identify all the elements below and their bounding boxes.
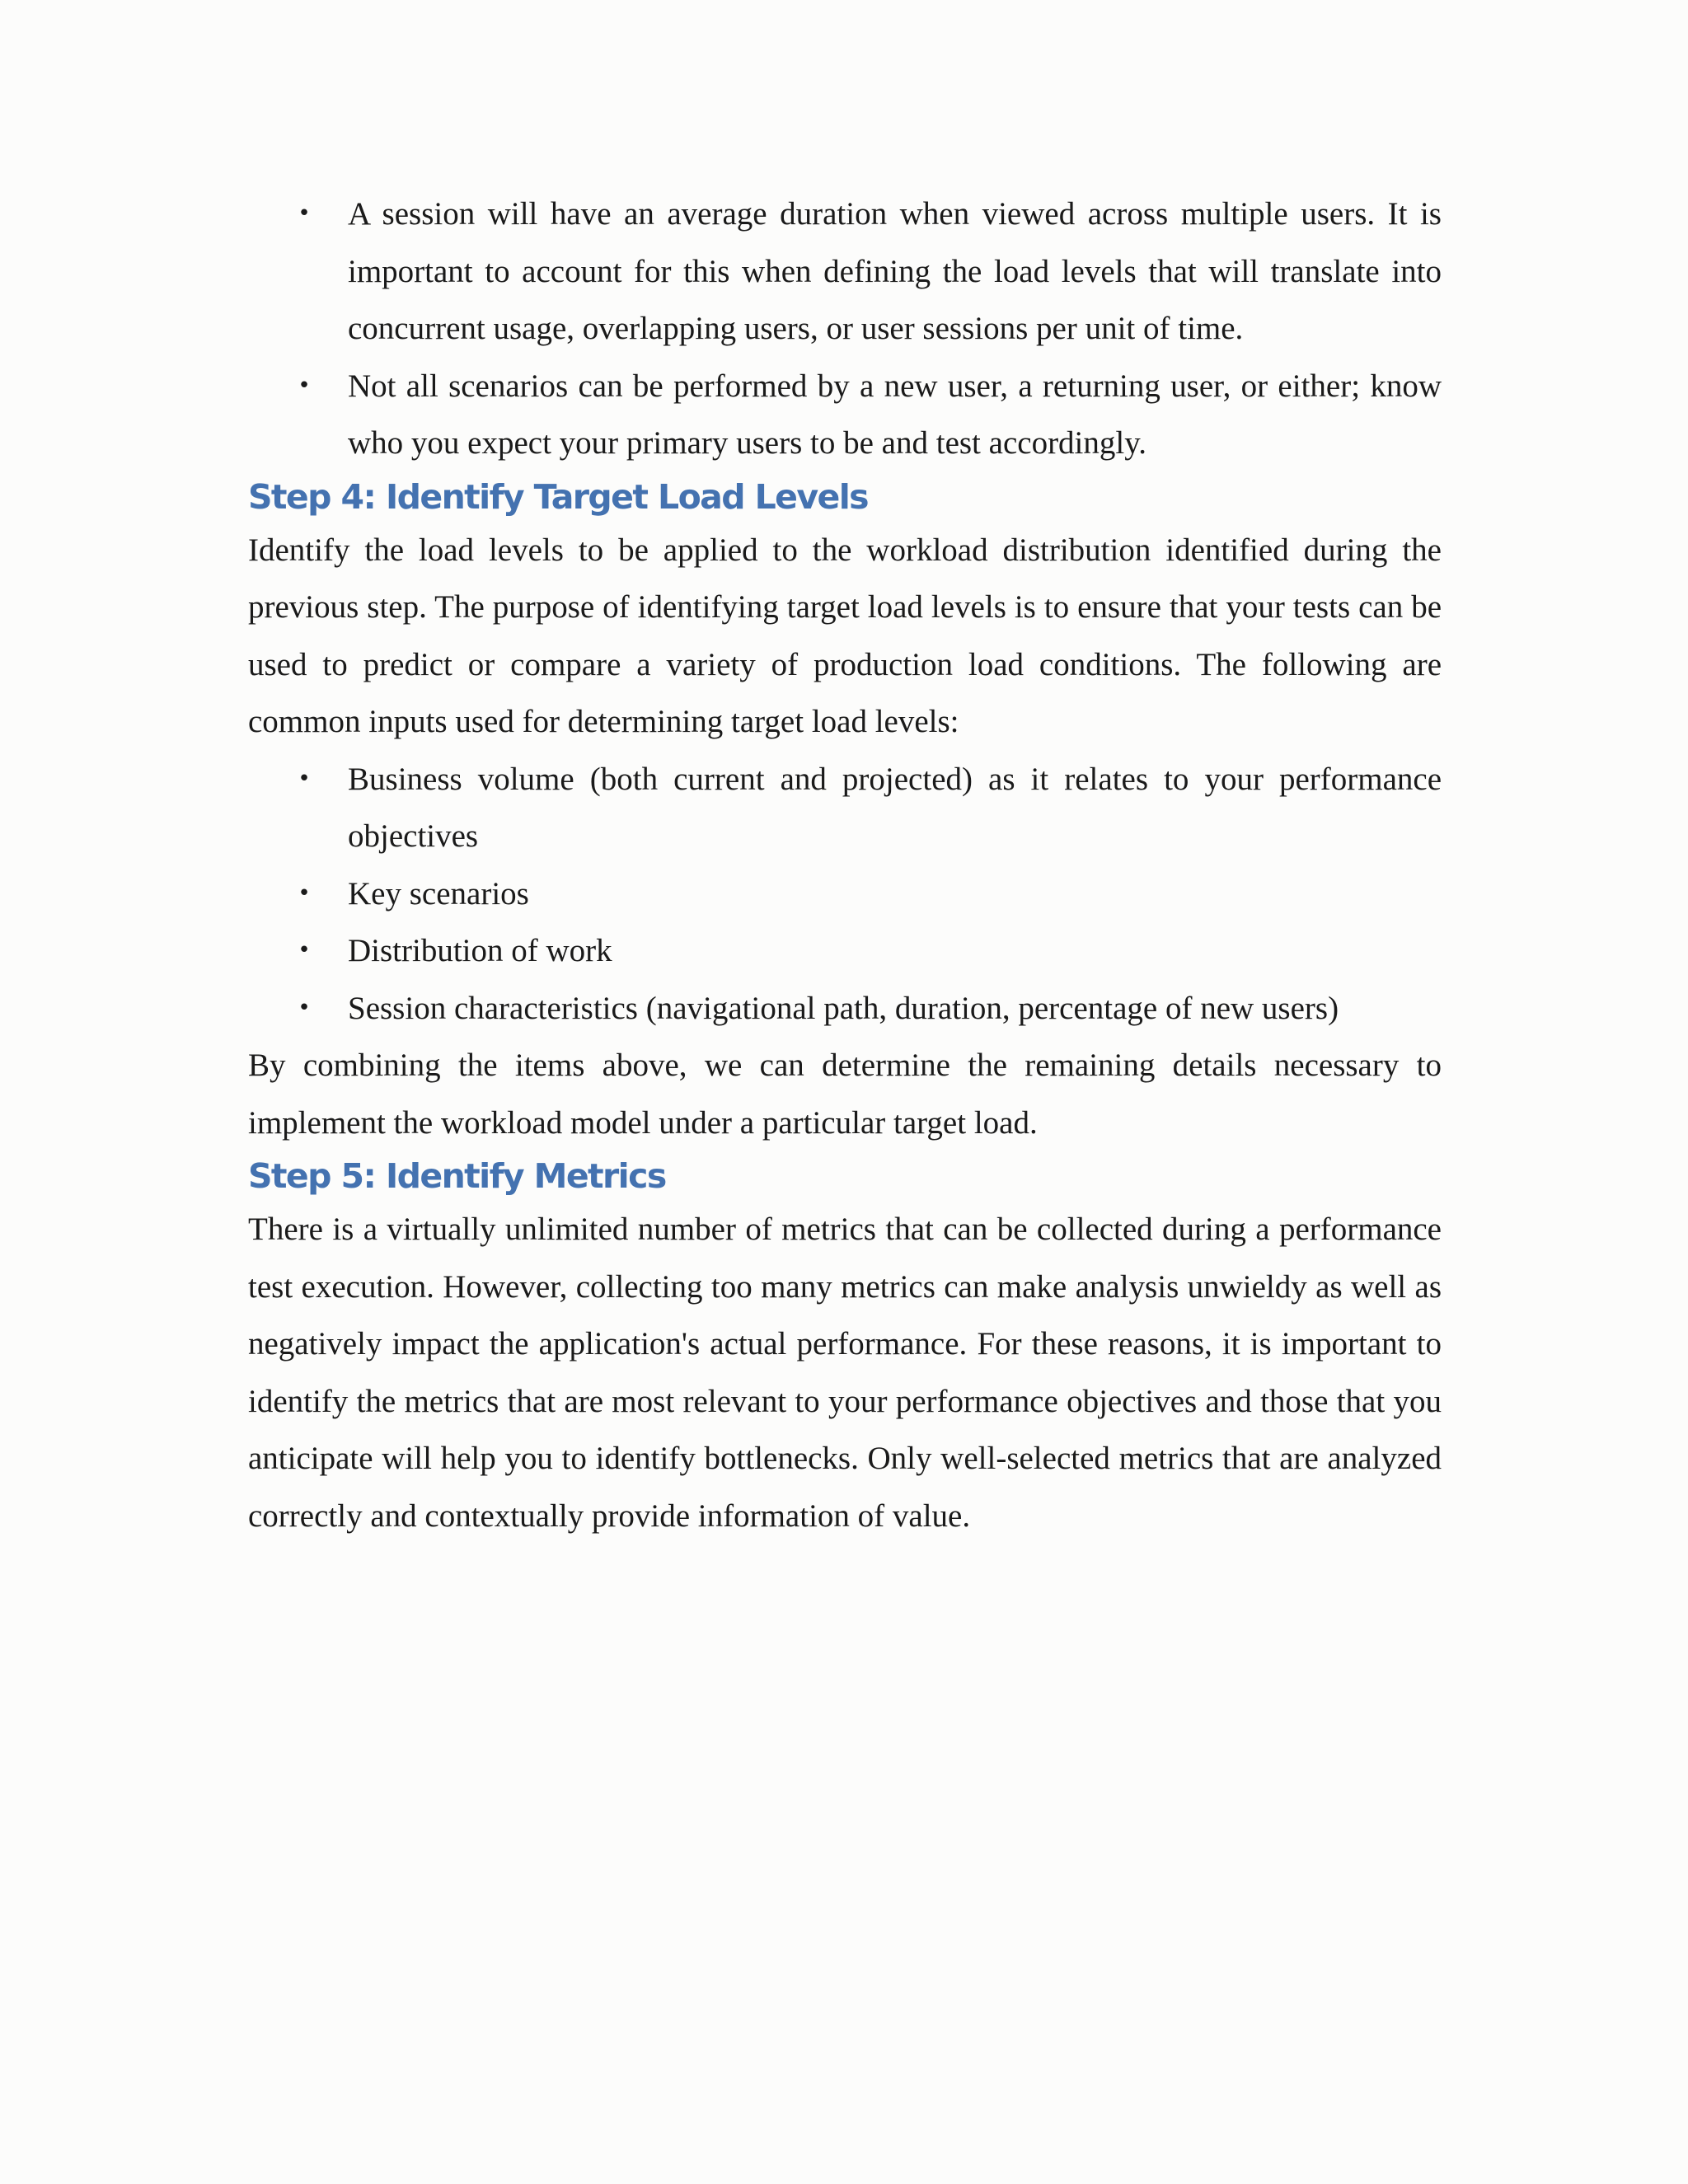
list-item — [298, 751, 1442, 865]
step4-bullet-list — [248, 751, 1442, 1038]
list-item-text: Session characteristics (navigational path, duration, percentage of new users) — [348, 990, 1339, 1026]
bullet-icon: • — [298, 373, 311, 398]
bullet-icon: • — [298, 880, 311, 906]
page-content — [248, 185, 1442, 1544]
step5-heading: Step 5: Identify Metrics — [248, 1156, 666, 1196]
list-item — [298, 865, 1442, 923]
list-item — [298, 922, 1442, 980]
step4-paragraph: Identify the load levels to be applied to the workload distribution identified during the previous step. The purpose of identifying target load levels is to ensure that your tests can be used to predict or compare a variety of production load conditions. The following are common inputs used for determining target load levels: — [248, 532, 1442, 739]
list-item-text: Distribution of work — [348, 933, 612, 968]
bullet-icon: • — [298, 201, 311, 226]
bullet-icon: • — [298, 995, 311, 1020]
step5-paragraph: There is a virtually unlimited number of metrics that can be collected during a performance test execution. However, collecting too many metrics can make analysis unwieldy as well as negatively impact the application's actual performance. For these reasons, it is important to identify the metrics that are most relevant to your performance objectives and those that you anticipate will help you to identify bottlenecks. Only well-selected metrics that are analyzed correctly and contextually provide information of value. — [248, 1212, 1442, 1534]
intro-bullet-list — [248, 185, 1442, 472]
list-item — [298, 358, 1442, 472]
list-item-text: Key scenarios — [348, 875, 529, 912]
step4-closing-paragraph: By combining the items above, we can determine the remaining details necessary to implement the workload model under a particular target load. — [248, 1047, 1442, 1141]
list-item — [298, 980, 1442, 1038]
list-item-text: Not all scenarios can be performed by a new user, a returning user, or either; know who you expect your primary users to be and test accordingly. — [348, 368, 1442, 461]
list-item — [298, 185, 1442, 358]
step4-heading: Step 4: Identify Target Load Levels — [248, 476, 868, 517]
bullet-icon: • — [298, 938, 311, 963]
bullet-icon: • — [298, 766, 311, 791]
list-item-text: A session will have an average duration when viewed across multiple users. It is important to account for this when defining the load levels that will translate into concurrent usage, overlapping users, or user sessions per unit of time. — [348, 196, 1442, 346]
list-item-text: Business volume (both current and projected) as it relates to your performance objectives — [348, 761, 1442, 854]
